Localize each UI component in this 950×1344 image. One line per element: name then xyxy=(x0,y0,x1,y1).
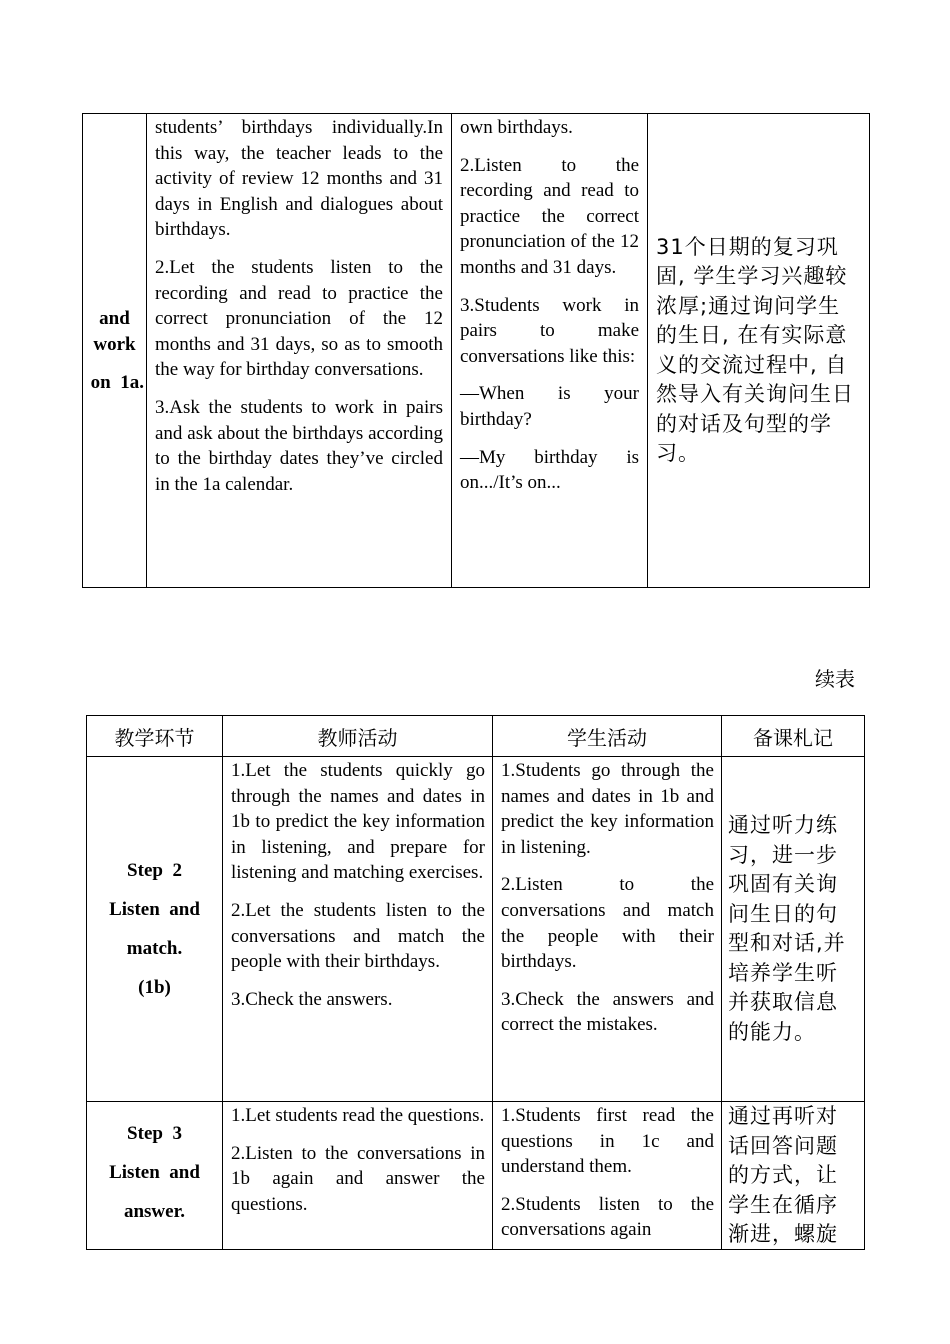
student-paragraph: 2.Students listen to the conversations again xyxy=(501,1193,714,1241)
student-paragraph: own birthdays. xyxy=(460,117,573,138)
stage-line: answer. xyxy=(123,1201,186,1222)
teacher-paragraph: 2.Let the students listen to the conversations and match the people with their birthdays. xyxy=(231,899,485,973)
header-cell: 学生活动 xyxy=(493,716,722,757)
student-paragraph: 3.Students work in pairs to make conversations like this: xyxy=(460,294,639,367)
table-row xyxy=(83,114,870,588)
student-paragraph: —When is your birthday? xyxy=(460,383,639,430)
teacher-activity-cell xyxy=(223,1102,493,1250)
student-activity-cell xyxy=(493,1102,722,1250)
table-row xyxy=(87,1102,865,1250)
teacher-paragraph: 1.Let the students quickly go through the names and dates in 1b to predict the key information in listening, and prepare for listening and matching exercises. xyxy=(231,760,485,884)
header-cell: 教师活动 xyxy=(223,716,493,757)
student-paragraph: 2.Listen to the recording and read to practice the correct pronunciation of the 12 months and 31 days. xyxy=(460,154,639,278)
notes-cell xyxy=(648,114,870,588)
stage-line: Step 3 xyxy=(127,1123,182,1144)
stage-line: on 1a. xyxy=(90,371,144,393)
stage-cell xyxy=(87,1102,223,1250)
teacher-paragraph: 2.Listen to the conversations in 1b again and answer the questions. xyxy=(231,1142,485,1215)
teacher-activity-cell xyxy=(147,114,452,588)
teacher-activity-cell xyxy=(223,757,493,1102)
student-paragraph: —My birthday is on.../It’s on... xyxy=(460,446,639,494)
stage-line: and xyxy=(99,307,130,329)
stage-line: Step 2 xyxy=(127,860,182,881)
student-activity-cell xyxy=(452,114,648,588)
teacher-paragraph: students’ birthdays individually.In this way, the teacher leads to the activity of review 12 months and 31 days in English and dialogues about birthdays. xyxy=(155,117,443,241)
notes-cell xyxy=(722,757,865,1102)
stage-line: work xyxy=(93,333,136,355)
stage-cell xyxy=(83,114,147,588)
student-paragraph: 2.Listen to the conversations and match the people with their birthdays. xyxy=(501,874,714,973)
stage-line: (1b) xyxy=(138,977,171,998)
student-paragraph: 1.Students go through the names and dates in 1b and predict the key information in listening. xyxy=(501,760,714,858)
notes-text: 31个日期的复习巩固, 学生学习兴趣较浓厚;通过询问学生的生日, 在有实际意义的交流过程中, 自然导入有关询问生日的对话及句型的学习。 xyxy=(656,234,854,465)
header-cell: 教学环节 xyxy=(87,716,223,757)
notes-cell xyxy=(722,1102,865,1250)
header-row xyxy=(87,716,865,757)
teacher-paragraph: 3.Ask the students to work in pairs and ask about the birthdays according to the birthday dates they’ve circled in the 1a calendar. xyxy=(155,396,443,495)
teacher-paragraph: 3.Check the answers. xyxy=(231,988,393,1010)
notes-text: 通过听力练习，进一步巩固有关询问生日的句型和对话,并培养学生听并获取信息的能力。 xyxy=(728,813,846,1044)
student-paragraph: 1.Students first read the questions in 1c and understand them. xyxy=(501,1105,714,1178)
stage-line: match. xyxy=(126,938,183,959)
stage-cell xyxy=(87,757,223,1102)
header-cell: 备课札记 xyxy=(722,716,865,757)
lesson-table-part1 xyxy=(82,113,870,588)
lesson-table-part2 xyxy=(86,715,865,1250)
notes-text: 通过再听对话回答问题的方式，让学生在循序渐进，螺旋 xyxy=(728,1104,838,1246)
stage-line: Listen and xyxy=(109,1162,200,1183)
student-paragraph: 3.Check the answers and correct the mistakes. xyxy=(501,988,714,1036)
teacher-paragraph: 1.Let students read the questions. xyxy=(231,1105,485,1126)
table-row xyxy=(87,757,865,1102)
stage-line: Listen and xyxy=(109,899,200,920)
student-activity-cell xyxy=(493,757,722,1102)
continued-label: 续表 xyxy=(815,667,855,691)
teacher-paragraph: 2.Let the students listen to the recording and read to practice the correct pronunciation of the 12 months and 31 days, so as to smooth the way for birthday conversations. xyxy=(155,256,443,381)
